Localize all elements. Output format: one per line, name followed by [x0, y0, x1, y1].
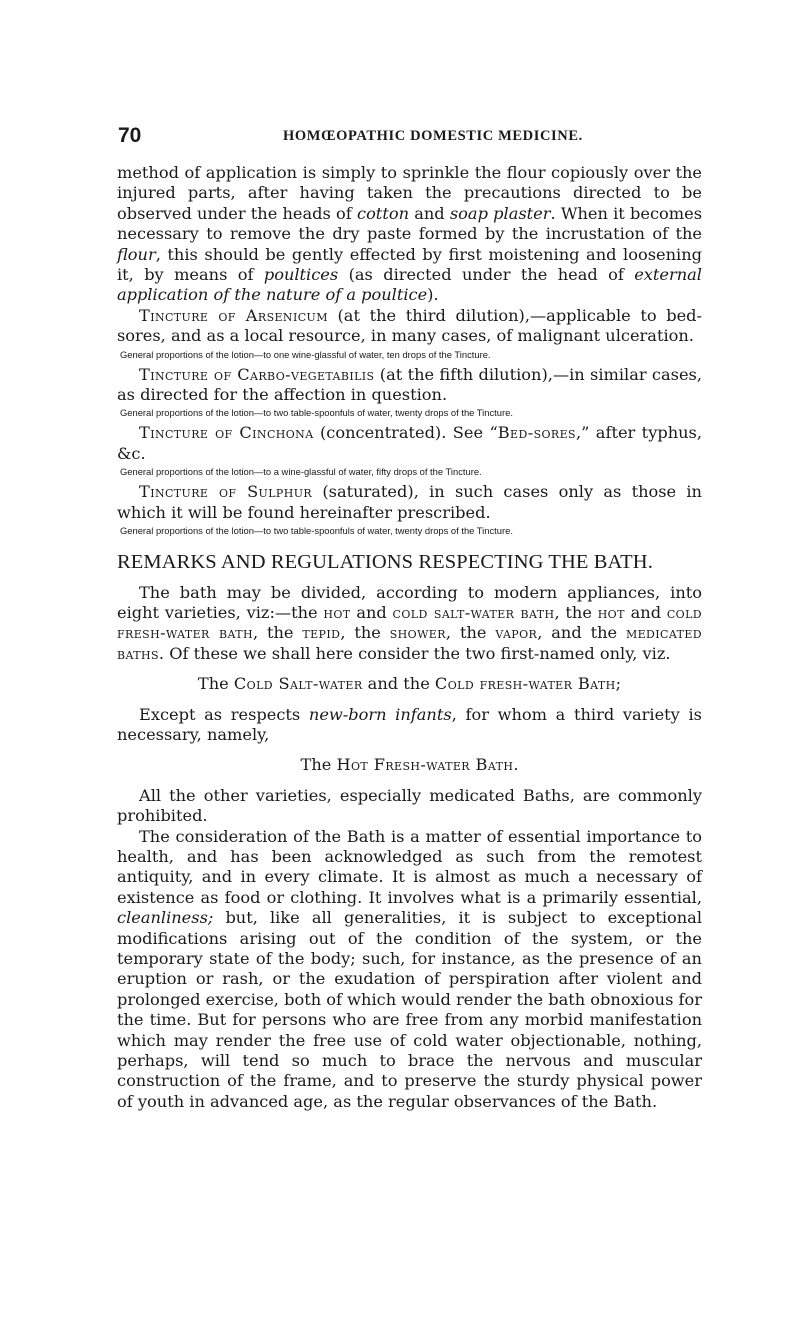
paragraph-sulphur: Tincture of Sulphur (saturated), in such cases only as those in which it will be found hereinafter prescribed. [117, 482, 702, 522]
running-title: HOMŒOPATHIC DOMESTIC MEDICINE. [283, 128, 583, 144]
paragraph-consideration: The consideration of the Bath is a matter of essential importance to health, and has been acknowledged as such from the remotest antiquity, and in every climate. It is almost as much a necessary of existence as food or clothing. It involves what is a primarily essential, cleanliness; but, like all generalities, it is subject to exceptional modifications arising out of the condition of the system, or the temporary state of the body; such, for instance, as the presence of an eruption or rash, or the exudation of perspiration after violent and prolonged exercise, both of which would render the bath obnoxious for the time. But for persons who are free from any morbid manifestation which may render the free use of cold water objectionable, nothing, perhaps, will tend so much to brace the nervous and muscular construction of the frame, and to preserve the sturdy physical power of youth in advanced age, as the regular observances of the Bath. [117, 826, 702, 1111]
centered-line-cold-baths: The Cold Salt-water and the Cold fresh-water Bath; [197, 674, 622, 694]
remedy-name: Tincture of Cinchona [139, 423, 314, 443]
lotion-note: General proportions of the lotion—to a wine-glassful of water, fifty drops of the Tincture. [120, 466, 482, 478]
page-body [117, 163, 702, 1112]
paragraph-except: Except as respects new-born infants, for whom a third variety is necessary, namely, [117, 704, 702, 744]
remedy-name: Tincture of Carbo-vegetabilis [139, 364, 375, 384]
paragraph-arsenicum: Tincture of Arsenicum (at the third dilution),—applicable to bed-sores, and as a local resource, in many cases, of malignant ulceration. [117, 305, 703, 346]
lotion-note: General proportions of the lotion—to one wine-glassful of water, ten drops of the Tincture. [120, 348, 491, 360]
page-number: 70 [118, 124, 142, 147]
section-heading: REMARKS AND REGULATIONS RESPECTING THE BATH. [117, 551, 653, 574]
paragraph-bath-varieties: The bath may be divided, according to modern appliances, into eight varieties, viz:—the hot and cold salt-water bath, the hot and cold fresh-water bath, the tepid, the shower, the vapor, and the medicated baths. Of these we shall here consider the two first-named only, viz. [117, 582, 703, 663]
paragraph-carbo: Tincture of Carbo-vegetabilis (at the fifth dilution),—in similar cases, as directed for the affection in question. [117, 364, 702, 405]
remedy-name: Tincture of Arsenicum [139, 305, 328, 325]
lotion-note: General proportions of the lotion—to two table-spoonfuls of water, twenty drops of the Tincture. [120, 525, 513, 537]
paragraph-flour-application: method of application is simply to sprinkle the flour copiously over the injured parts, after having taken the precautions directed to be observed under the heads of cotton and soap plaster. When it becomes necessary to remove the dry paste formed by the incrustation of the flour, this should be gently effected by first moistening and loosening it, by means of poultices (as directed under the head of external application of the nature of a poultice). [117, 163, 703, 305]
centered-line-hot-bath: The Hot Fresh-water Bath. [300, 755, 519, 775]
lotion-note: General proportions of the lotion—to two table-spoonfuls of water, twenty drops of the Tincture. [120, 407, 513, 419]
paragraph-prohibited: All the other varieties, especially medicated Baths, are commonly prohibited. [117, 785, 702, 826]
remedy-name: Tincture of Sulphur [139, 482, 313, 502]
paragraph-cinchona: Tincture of Cinchona (concentrated). See “Bed-sores,” after typhus, &c. [117, 423, 703, 463]
running-header [118, 124, 700, 148]
